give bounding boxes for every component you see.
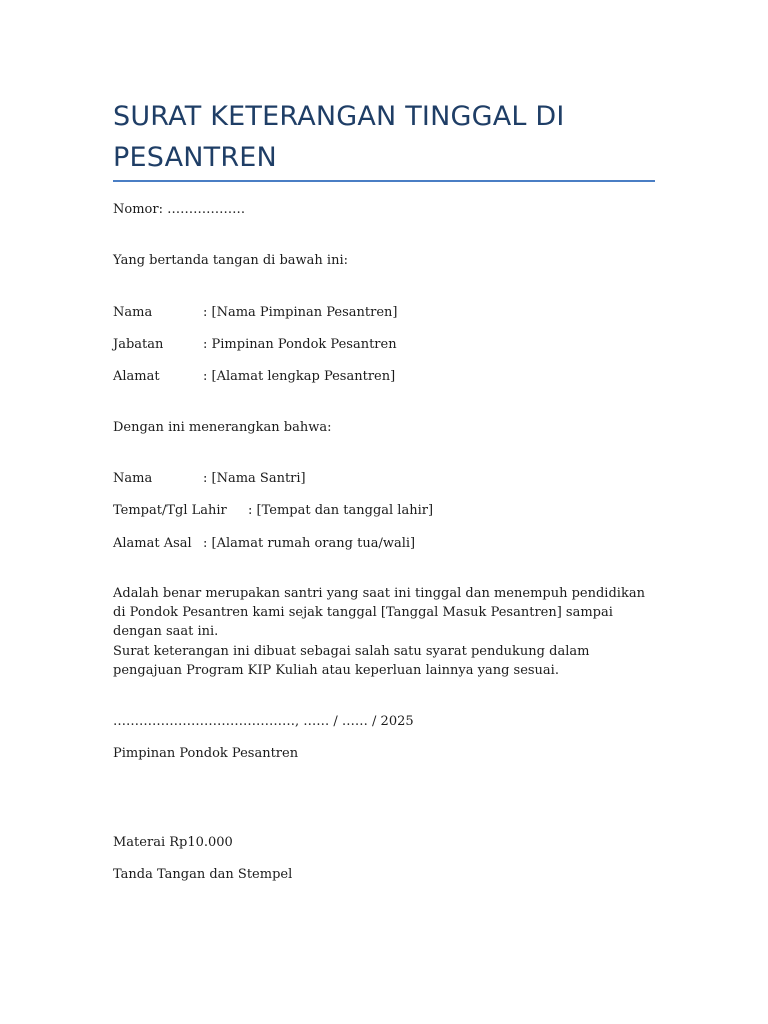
student-name-value: : [Nama Santri] bbox=[203, 471, 306, 486]
signer-name-label: Nama bbox=[113, 305, 153, 320]
title-underline-rule bbox=[113, 180, 655, 182]
signer-title: Pimpinan Pondok Pesantren bbox=[113, 746, 299, 761]
signer-intro: Yang bertanda tangan di bawah ini: bbox=[113, 253, 348, 268]
letter-number: Nomor: ……………… bbox=[113, 202, 246, 217]
stamp-duty-note: Materai Rp10.000 bbox=[113, 835, 233, 850]
student-address-value: : [Alamat rumah orang tua/wali] bbox=[203, 536, 416, 551]
signer-position-value: : Pimpinan Pondok Pesantren bbox=[203, 337, 397, 352]
student-birth-value: : [Tempat dan tanggal lahir] bbox=[248, 503, 434, 518]
purpose-paragraph: Surat keterangan ini dibuat sebagai salah satu syarat pendukung dalam pengajuan Program KIP Kuliah atau keperluan lainnya yang sesuai. bbox=[113, 644, 590, 678]
student-birth-label: Tempat/Tgl Lahir bbox=[113, 503, 227, 518]
signature-stamp-note: Tanda Tangan dan Stempel bbox=[113, 867, 293, 882]
document-title-line-1: SURAT KETERANGAN TINGGAL DI bbox=[113, 101, 565, 132]
place-date-line: ……………………………………, …… / …… / 2025 bbox=[113, 714, 414, 729]
document-title bbox=[113, 96, 673, 178]
student-intro: Dengan ini menerangkan bahwa: bbox=[113, 420, 332, 435]
student-name-label: Nama bbox=[113, 471, 153, 486]
signer-address-label: Alamat bbox=[113, 369, 160, 384]
statement-paragraph: Adalah benar merupakan santri yang saat ini tinggal dan menempuh pendidikan di Pondok Pesantren kami sejak tanggal [Tanggal Masuk Pesantren] sampai dengan saat ini. bbox=[113, 586, 645, 639]
signer-name-value: : [Nama Pimpinan Pesantren] bbox=[203, 305, 398, 320]
signer-position-label: Jabatan bbox=[113, 337, 164, 352]
student-address-label: Alamat Asal bbox=[113, 536, 192, 551]
document-title-line-2: PESANTREN bbox=[113, 142, 277, 173]
signer-address-value: : [Alamat lengkap Pesantren] bbox=[203, 369, 396, 384]
